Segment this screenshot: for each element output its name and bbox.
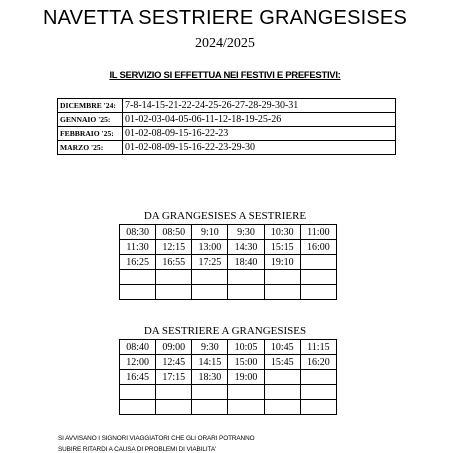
schedule-row [120, 270, 337, 285]
departure-time-cell: 16:20 [300, 355, 336, 370]
departure-time-cell: 19:10 [264, 255, 300, 270]
departure-time-cell: 16:45 [120, 370, 156, 385]
month-days: 7-8-14-15-21-22-24-25-26-27-28-29-30-31 [123, 99, 396, 113]
departure-time-cell [192, 285, 228, 300]
departure-time-cell: 08:40 [120, 340, 156, 355]
route2-title: DA SESTRIERE A GRANGESISES [143, 325, 307, 337]
departure-time-cell: 15:45 [264, 355, 300, 370]
service-dates-row [58, 141, 396, 155]
departure-time-cell [192, 270, 228, 285]
departure-time-cell [120, 385, 156, 400]
month-label: DICEMBRE '24: [58, 99, 123, 113]
departure-time-cell [264, 400, 300, 415]
departure-time-cell [192, 400, 228, 415]
departure-time-cell: 08:50 [156, 225, 192, 240]
departure-time-cell [264, 370, 300, 385]
departure-time-cell: 10:45 [264, 340, 300, 355]
departure-time-cell: 11:30 [120, 240, 156, 255]
departure-time-cell [156, 270, 192, 285]
departure-time-cell: 10:30 [264, 225, 300, 240]
departure-time-cell: 13:00 [192, 240, 228, 255]
departure-time-cell [300, 255, 336, 270]
departure-time-cell: 10:05 [228, 340, 264, 355]
departure-time-cell: 18:30 [192, 370, 228, 385]
schedule-row [120, 400, 337, 415]
departure-time-cell: 9:30 [192, 340, 228, 355]
departure-time-cell [300, 285, 336, 300]
schedule-row [120, 340, 337, 355]
departure-time-cell: 11:00 [300, 225, 336, 240]
departure-time-cell: 15:00 [228, 355, 264, 370]
service-notice: IL SERVIZIO SI EFFETTUA NEI FESTIVI E PREFESTIVI: [109, 70, 341, 81]
departure-time-cell: 12:00 [120, 355, 156, 370]
month-label: GENNAIO '25: [58, 113, 123, 127]
departure-time-cell: 16:00 [300, 240, 336, 255]
departure-time-cell [156, 400, 192, 415]
service-dates-table [57, 98, 396, 155]
page-title: NAVETTA SESTRIERE GRANGESISES [42, 7, 408, 29]
schedule-row [120, 240, 337, 255]
departure-time-cell [120, 285, 156, 300]
departure-time-cell [228, 285, 264, 300]
departure-time-cell: 12:45 [156, 355, 192, 370]
schedule-row [120, 225, 337, 240]
month-label: MARZO '25: [58, 141, 123, 155]
departure-time-cell [120, 270, 156, 285]
schedule-row [120, 285, 337, 300]
departure-time-cell: 17:25 [192, 255, 228, 270]
route1-schedule-table [119, 224, 337, 300]
departure-time-cell [120, 400, 156, 415]
departure-time-cell: 16:55 [156, 255, 192, 270]
schedule-row [120, 370, 337, 385]
service-dates-row [58, 99, 396, 113]
departure-time-cell: 14:15 [192, 355, 228, 370]
departure-time-cell [156, 285, 192, 300]
departure-time-cell: 15:15 [264, 240, 300, 255]
route1-title: DA GRANGESISES A SESTRIERE [143, 210, 307, 222]
departure-time-cell: 9:10 [192, 225, 228, 240]
departure-time-cell [264, 270, 300, 285]
month-days: 01-02-03-04-05-06-11-12-18-19-25-26 [123, 113, 396, 127]
departure-time-cell [300, 370, 336, 385]
departure-time-cell: 12:15 [156, 240, 192, 255]
departure-time-cell [300, 400, 336, 415]
departure-time-cell [228, 385, 264, 400]
schedule-row [120, 385, 337, 400]
departure-time-cell: 16:25 [120, 255, 156, 270]
schedule-row [120, 255, 337, 270]
route2-schedule-table [119, 339, 337, 415]
departure-time-cell: 09:00 [156, 340, 192, 355]
service-dates-row [58, 127, 396, 141]
footer-note-line-1: SI AVVISANO I SIGNORI VIAGGIATORI CHE GLI ORARI POTRANNO [58, 435, 255, 442]
month-days: 01-02-08-09-15-16-22-23-29-30 [123, 141, 396, 155]
departure-time-cell [228, 400, 264, 415]
departure-time-cell: 9:30 [228, 225, 264, 240]
service-dates-row [58, 113, 396, 127]
footer-note-line-2: SUBIRE RITARDI A CAUSA DI PROBLEMI DI VIABILITA' [58, 446, 217, 453]
departure-time-cell [264, 285, 300, 300]
departure-time-cell [156, 385, 192, 400]
departure-time-cell: 19:00 [228, 370, 264, 385]
schedule-row [120, 355, 337, 370]
departure-time-cell: 14:30 [228, 240, 264, 255]
departure-time-cell [300, 270, 336, 285]
departure-time-cell: 08:30 [120, 225, 156, 240]
departure-time-cell [192, 385, 228, 400]
departure-time-cell: 11:15 [300, 340, 336, 355]
month-days: 01-02-08-09-15-16-22-23 [123, 127, 396, 141]
departure-time-cell [264, 385, 300, 400]
departure-time-cell [228, 270, 264, 285]
departure-time-cell [300, 385, 336, 400]
month-label: FEBBRAIO '25: [58, 127, 123, 141]
departure-time-cell: 18:40 [228, 255, 264, 270]
season-label: 2024/2025 [195, 36, 255, 51]
departure-time-cell: 17:15 [156, 370, 192, 385]
